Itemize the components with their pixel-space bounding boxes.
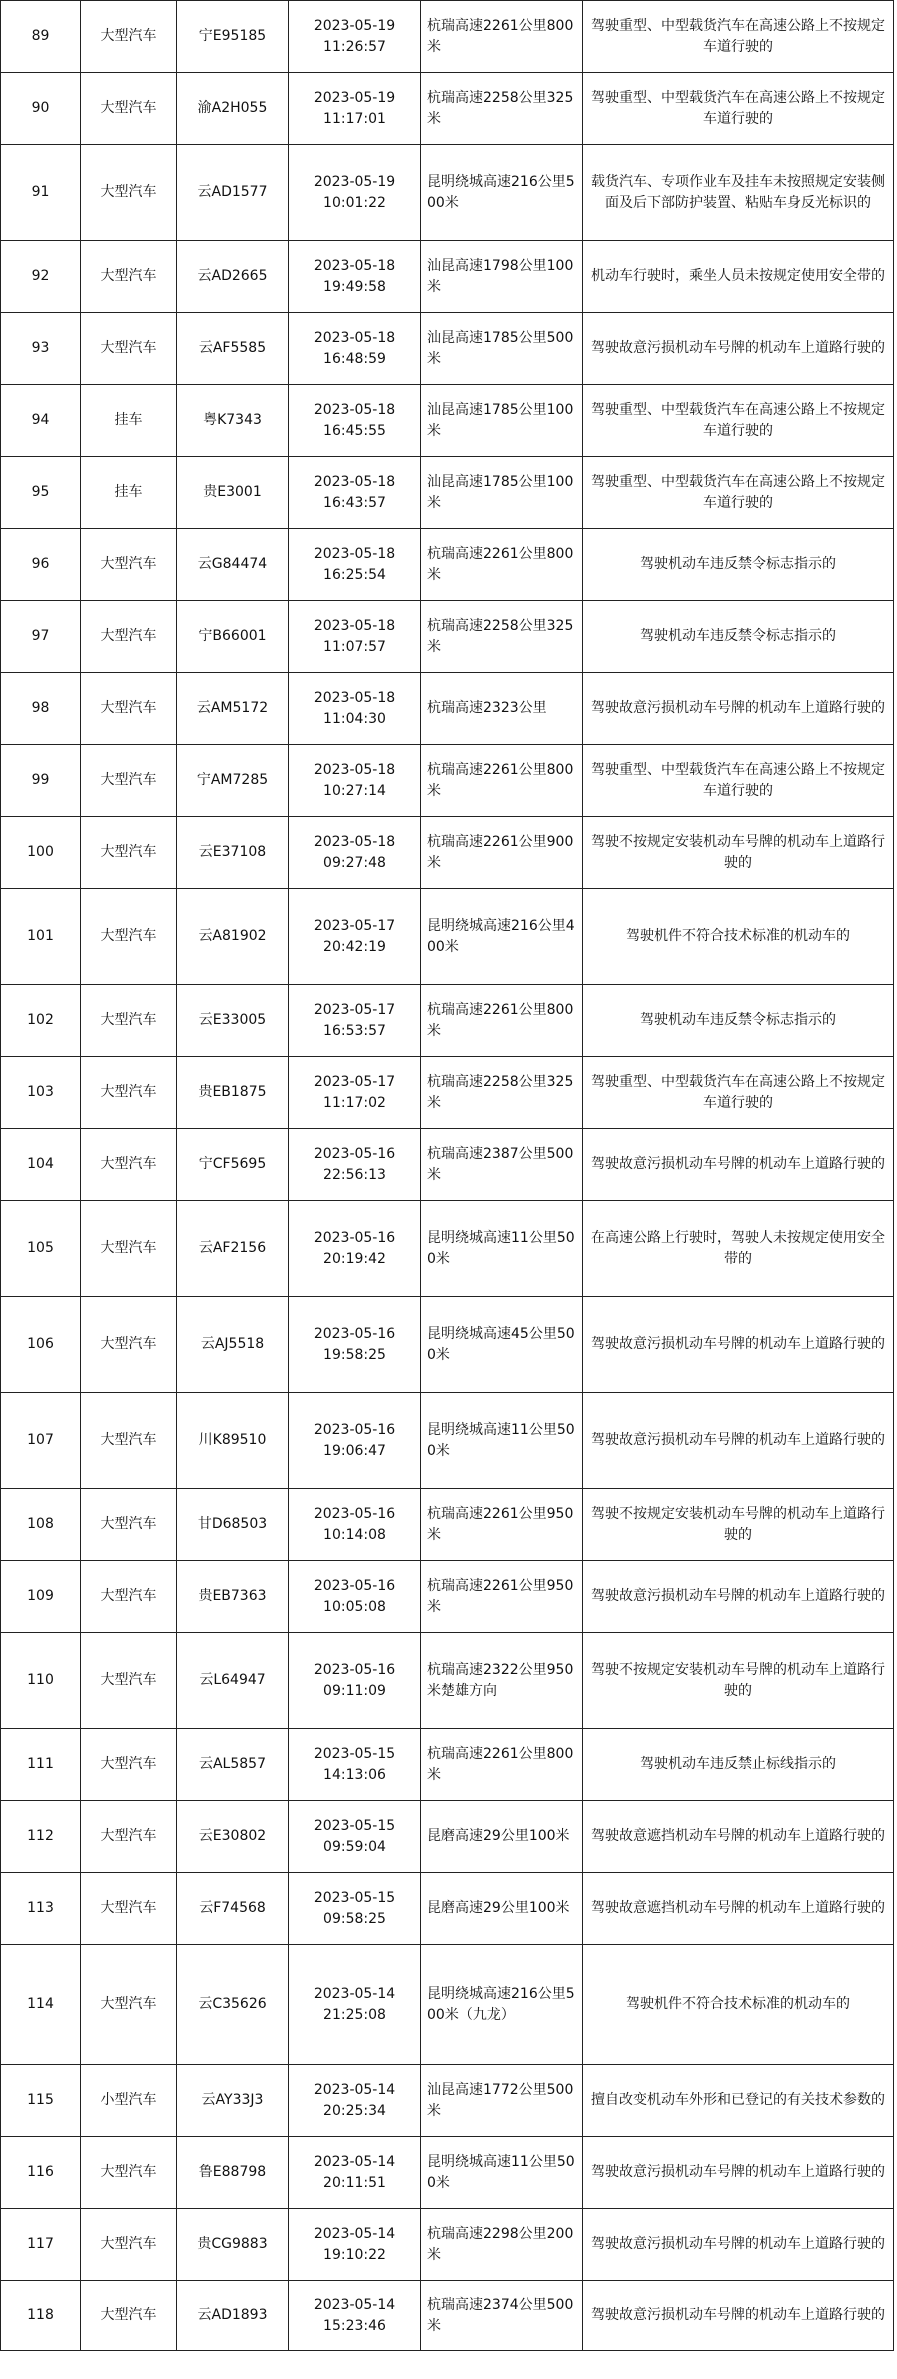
- plate-number: 云AF2156: [177, 1201, 289, 1297]
- plate-number: 云AJ5518: [177, 1297, 289, 1393]
- violation-date: 2023-05-18: [313, 762, 396, 779]
- vehicle-type: 大型汽车: [81, 1297, 177, 1393]
- violation-location: 杭瑞高速2261公里900米: [421, 817, 583, 889]
- violation-date: 2023-05-17: [313, 1002, 396, 1019]
- table-row: [1, 145, 894, 241]
- violation-datetime: [289, 529, 421, 601]
- plate-number: 云AY33J3: [177, 2065, 289, 2137]
- violation-time: 10:05:08: [323, 1598, 386, 1615]
- violation-date: 2023-05-18: [313, 402, 396, 419]
- violation-location: 昆明绕城高速216公里400米: [421, 889, 583, 985]
- vehicle-type: 大型汽车: [81, 889, 177, 985]
- table-row: [1, 985, 894, 1057]
- violation-date: 2023-05-16: [313, 1422, 396, 1439]
- row-number: 100: [1, 817, 81, 889]
- violation-time: 09:58:25: [323, 1910, 386, 1927]
- vehicle-type: 大型汽车: [81, 241, 177, 313]
- plate-number: 宁CF5695: [177, 1129, 289, 1201]
- violation-description: 机动车行驶时，乘坐人员未按规定使用安全带的: [583, 241, 894, 313]
- violation-date: 2023-05-18: [313, 258, 396, 275]
- violation-date: 2023-05-18: [313, 546, 396, 563]
- row-number: 95: [1, 457, 81, 529]
- violation-time: 09:11:09: [323, 1682, 386, 1699]
- violation-location: 杭瑞高速2323公里: [421, 673, 583, 745]
- violation-date: 2023-05-17: [313, 1074, 396, 1091]
- row-number: 105: [1, 1201, 81, 1297]
- row-number: 117: [1, 2209, 81, 2281]
- violation-time: 09:59:04: [323, 1838, 386, 1855]
- row-number: 104: [1, 1129, 81, 1201]
- violation-location: 昆明绕城高速45公里500米: [421, 1297, 583, 1393]
- violation-date: 2023-05-14: [313, 2226, 396, 2243]
- violation-location: 杭瑞高速2298公里200米: [421, 2209, 583, 2281]
- vehicle-type: 大型汽车: [81, 529, 177, 601]
- row-number: 110: [1, 1633, 81, 1729]
- violation-time: 15:23:46: [323, 2317, 386, 2334]
- violation-datetime: [289, 1801, 421, 1873]
- table-row: [1, 1297, 894, 1393]
- violation-date: 2023-05-18: [313, 474, 396, 491]
- table-row: [1, 745, 894, 817]
- violation-location: 杭瑞高速2374公里500米: [421, 2281, 583, 2351]
- violation-description: 驾驶机动车违反禁令标志指示的: [583, 529, 894, 601]
- violation-location: 昆明绕城高速11公里500米: [421, 1393, 583, 1489]
- violation-time: 21:25:08: [323, 2006, 386, 2023]
- violation-time: 19:06:47: [323, 1442, 386, 1459]
- violation-date: 2023-05-16: [313, 1578, 396, 1595]
- plate-number: 贵EB7363: [177, 1561, 289, 1633]
- violation-location: 昆明绕城高速11公里500米: [421, 2137, 583, 2209]
- violation-date: 2023-05-18: [313, 834, 396, 851]
- violation-time: 16:25:54: [323, 566, 386, 583]
- violation-location: 汕昆高速1785公里100米: [421, 385, 583, 457]
- violation-date: 2023-05-14: [313, 2297, 396, 2314]
- table-row: [1, 2065, 894, 2137]
- plate-number: 川K89510: [177, 1393, 289, 1489]
- violation-description: 驾驶不按规定安装机动车号牌的机动车上道路行驶的: [583, 1489, 894, 1561]
- plate-number: 云F74568: [177, 1873, 289, 1945]
- violation-date: 2023-05-14: [313, 2082, 396, 2099]
- violation-description: 驾驶不按规定安装机动车号牌的机动车上道路行驶的: [583, 1633, 894, 1729]
- row-number: 97: [1, 601, 81, 673]
- plate-number: 渝A2H055: [177, 73, 289, 145]
- violation-description: 驾驶重型、中型载货汽车在高速公路上不按规定车道行驶的: [583, 745, 894, 817]
- vehicle-type: 小型汽车: [81, 2065, 177, 2137]
- vehicle-type: 大型汽车: [81, 601, 177, 673]
- row-number: 93: [1, 313, 81, 385]
- violation-time: 19:10:22: [323, 2246, 386, 2263]
- plate-number: 云AL5857: [177, 1729, 289, 1801]
- violation-date: 2023-05-15: [313, 1818, 396, 1835]
- plate-number: 云L64947: [177, 1633, 289, 1729]
- table-row: [1, 1393, 894, 1489]
- plate-number: 云AD1893: [177, 2281, 289, 2351]
- violation-time: 14:13:06: [323, 1766, 386, 1783]
- table-row: [1, 889, 894, 985]
- violation-datetime: [289, 1633, 421, 1729]
- violation-location: 杭瑞高速2261公里800米: [421, 1729, 583, 1801]
- row-number: 118: [1, 2281, 81, 2351]
- row-number: 108: [1, 1489, 81, 1561]
- violation-description: 驾驶故意污损机动车号牌的机动车上道路行驶的: [583, 313, 894, 385]
- violation-description: 驾驶故意污损机动车号牌的机动车上道路行驶的: [583, 1393, 894, 1489]
- plate-number: 云AF5585: [177, 313, 289, 385]
- row-number: 106: [1, 1297, 81, 1393]
- table-row: [1, 601, 894, 673]
- violation-date: 2023-05-14: [313, 1986, 396, 2003]
- violation-description: 驾驶重型、中型载货汽车在高速公路上不按规定车道行驶的: [583, 1, 894, 73]
- violation-location: 杭瑞高速2261公里800米: [421, 745, 583, 817]
- vehicle-type: 大型汽车: [81, 313, 177, 385]
- table-row: [1, 1201, 894, 1297]
- violation-datetime: [289, 1393, 421, 1489]
- violation-location: 杭瑞高速2261公里800米: [421, 1, 583, 73]
- violation-time: 22:56:13: [323, 1166, 386, 1183]
- plate-number: 云E30802: [177, 1801, 289, 1873]
- violation-description: 驾驶故意污损机动车号牌的机动车上道路行驶的: [583, 1129, 894, 1201]
- table-row: [1, 2281, 894, 2351]
- violation-datetime: [289, 1297, 421, 1393]
- row-number: 107: [1, 1393, 81, 1489]
- vehicle-type: 大型汽车: [81, 1729, 177, 1801]
- violation-time: 10:27:14: [323, 782, 386, 799]
- vehicle-type: 大型汽车: [81, 1561, 177, 1633]
- vehicle-type: 大型汽车: [81, 1489, 177, 1561]
- plate-number: 粤K7343: [177, 385, 289, 457]
- violation-date: 2023-05-16: [313, 1506, 396, 1523]
- violation-time: 11:17:01: [323, 110, 386, 127]
- violation-datetime: [289, 1, 421, 73]
- row-number: 111: [1, 1729, 81, 1801]
- violation-date: 2023-05-16: [313, 1326, 396, 1343]
- plate-number: 甘D68503: [177, 1489, 289, 1561]
- violation-datetime: [289, 1129, 421, 1201]
- plate-number: 云G84474: [177, 529, 289, 601]
- violation-time: 09:27:48: [323, 854, 386, 871]
- violation-date: 2023-05-15: [313, 1890, 396, 1907]
- violation-datetime: [289, 1201, 421, 1297]
- violation-location: 汕昆高速1785公里500米: [421, 313, 583, 385]
- table-row: [1, 385, 894, 457]
- violation-time: 11:26:57: [323, 38, 386, 55]
- violation-location: 杭瑞高速2261公里800米: [421, 529, 583, 601]
- violation-location: 汕昆高速1772公里500米: [421, 2065, 583, 2137]
- violation-datetime: [289, 601, 421, 673]
- plate-number: 宁E95185: [177, 1, 289, 73]
- violation-datetime: [289, 145, 421, 241]
- violation-time: 16:45:55: [323, 422, 386, 439]
- violation-date: 2023-05-15: [313, 1746, 396, 1763]
- violation-date: 2023-05-16: [313, 1230, 396, 1247]
- row-number: 94: [1, 385, 81, 457]
- violation-description: 驾驶机动车违反禁令标志指示的: [583, 985, 894, 1057]
- violation-description: 驾驶重型、中型载货汽车在高速公路上不按规定车道行驶的: [583, 1057, 894, 1129]
- table-row: [1, 1633, 894, 1729]
- violation-description: 擅自改变机动车外形和已登记的有关技术参数的: [583, 2065, 894, 2137]
- plate-number: 云C35626: [177, 1945, 289, 2065]
- vehicle-type: 大型汽车: [81, 1201, 177, 1297]
- vehicle-type: 挂车: [81, 385, 177, 457]
- violation-location: 杭瑞高速2258公里325米: [421, 1057, 583, 1129]
- violation-location: 杭瑞高速2261公里800米: [421, 985, 583, 1057]
- violation-datetime: [289, 457, 421, 529]
- violation-description: 驾驶机件不符合技术标准的机动车的: [583, 889, 894, 985]
- violation-description: 驾驶机动车违反禁止标线指示的: [583, 1729, 894, 1801]
- plate-number: 鲁E88798: [177, 2137, 289, 2209]
- plate-number: 贵EB1875: [177, 1057, 289, 1129]
- row-number: 101: [1, 889, 81, 985]
- violation-description: 驾驶重型、中型载货汽车在高速公路上不按规定车道行驶的: [583, 73, 894, 145]
- violation-datetime: [289, 673, 421, 745]
- table-row: [1, 1801, 894, 1873]
- table-row: [1, 2137, 894, 2209]
- violation-time: 16:53:57: [323, 1022, 386, 1039]
- violation-datetime: [289, 889, 421, 985]
- table-row: [1, 1873, 894, 1945]
- violation-time: 20:19:42: [323, 1250, 386, 1267]
- violation-description: 驾驶故意污损机动车号牌的机动车上道路行驶的: [583, 673, 894, 745]
- violation-time: 16:43:57: [323, 494, 386, 511]
- violation-description: 驾驶不按规定安装机动车号牌的机动车上道路行驶的: [583, 817, 894, 889]
- violation-location: 杭瑞高速2258公里325米: [421, 601, 583, 673]
- violation-date: 2023-05-18: [313, 690, 396, 707]
- table-row: [1, 457, 894, 529]
- violation-location: 昆明绕城高速216公里500米: [421, 145, 583, 241]
- plate-number: 云AD2665: [177, 241, 289, 313]
- violation-date: 2023-05-18: [313, 330, 396, 347]
- violation-datetime: [289, 2065, 421, 2137]
- violation-location: 昆明绕城高速11公里500米: [421, 1201, 583, 1297]
- row-number: 98: [1, 673, 81, 745]
- plate-number: 宁B66001: [177, 601, 289, 673]
- vehicle-type: 大型汽车: [81, 2209, 177, 2281]
- row-number: 92: [1, 241, 81, 313]
- violation-datetime: [289, 73, 421, 145]
- table-row: [1, 313, 894, 385]
- violation-datetime: [289, 745, 421, 817]
- violation-datetime: [289, 817, 421, 889]
- violation-date: 2023-05-16: [313, 1662, 396, 1679]
- violation-time: 19:49:58: [323, 278, 386, 295]
- table-row: [1, 1489, 894, 1561]
- row-number: 91: [1, 145, 81, 241]
- violation-description: 驾驶故意污损机动车号牌的机动车上道路行驶的: [583, 2137, 894, 2209]
- vehicle-type: 大型汽车: [81, 745, 177, 817]
- plate-number: 云AM5172: [177, 673, 289, 745]
- row-number: 113: [1, 1873, 81, 1945]
- violation-date: 2023-05-19: [313, 174, 396, 191]
- violation-time: 20:42:19: [323, 938, 386, 955]
- violation-date: 2023-05-14: [313, 2154, 396, 2171]
- violation-time: 19:58:25: [323, 1346, 386, 1363]
- violation-description: 驾驶故意污损机动车号牌的机动车上道路行驶的: [583, 2281, 894, 2351]
- plate-number: 云A81902: [177, 889, 289, 985]
- violation-location: 汕昆高速1798公里100米: [421, 241, 583, 313]
- vehicle-type: 大型汽车: [81, 1, 177, 73]
- violation-datetime: [289, 2209, 421, 2281]
- violation-date: 2023-05-16: [313, 1146, 396, 1163]
- plate-number: 宁AM7285: [177, 745, 289, 817]
- vehicle-type: 挂车: [81, 457, 177, 529]
- plate-number: 云E37108: [177, 817, 289, 889]
- violation-location: 杭瑞高速2387公里500米: [421, 1129, 583, 1201]
- violation-datetime: [289, 1873, 421, 1945]
- row-number: 90: [1, 73, 81, 145]
- vehicle-type: 大型汽车: [81, 1633, 177, 1729]
- vehicle-type: 大型汽车: [81, 1873, 177, 1945]
- violation-description: 驾驶故意遮挡机动车号牌的机动车上道路行驶的: [583, 1801, 894, 1873]
- violation-time: 11:07:57: [323, 638, 386, 655]
- violation-date: 2023-05-18: [313, 618, 396, 635]
- plate-number: 云E33005: [177, 985, 289, 1057]
- violation-datetime: [289, 1489, 421, 1561]
- violation-datetime: [289, 1729, 421, 1801]
- violation-datetime: [289, 1057, 421, 1129]
- violation-datetime: [289, 385, 421, 457]
- row-number: 109: [1, 1561, 81, 1633]
- violation-location: 昆磨高速29公里100米: [421, 1873, 583, 1945]
- violation-datetime: [289, 985, 421, 1057]
- violation-description: 在高速公路上行驶时，驾驶人未按规定使用安全带的: [583, 1201, 894, 1297]
- row-number: 102: [1, 985, 81, 1057]
- vehicle-type: 大型汽车: [81, 1393, 177, 1489]
- table-row: [1, 1, 894, 73]
- vehicle-type: 大型汽车: [81, 985, 177, 1057]
- violation-time: 11:04:30: [323, 710, 386, 727]
- row-number: 89: [1, 1, 81, 73]
- vehicle-type: 大型汽车: [81, 673, 177, 745]
- vehicle-type: 大型汽车: [81, 1129, 177, 1201]
- violation-datetime: [289, 1945, 421, 2065]
- table-row: [1, 1945, 894, 2065]
- violation-description: 载货汽车、专项作业车及挂车未按照规定安装侧面及后下部防护装置、粘贴车身反光标识的: [583, 145, 894, 241]
- violation-location: 昆明绕城高速216公里500米（九龙）: [421, 1945, 583, 2065]
- violation-datetime: [289, 313, 421, 385]
- table-row: [1, 529, 894, 601]
- violation-datetime: [289, 2281, 421, 2351]
- table-row: [1, 241, 894, 313]
- violation-description: 驾驶重型、中型载货汽车在高速公路上不按规定车道行驶的: [583, 457, 894, 529]
- violation-time: 20:11:51: [323, 2174, 386, 2191]
- row-number: 103: [1, 1057, 81, 1129]
- row-number: 99: [1, 745, 81, 817]
- violation-time: 11:17:02: [323, 1094, 386, 1111]
- row-number: 96: [1, 529, 81, 601]
- row-number: 114: [1, 1945, 81, 2065]
- violation-location: 杭瑞高速2322公里950米楚雄方向: [421, 1633, 583, 1729]
- table-row: [1, 1129, 894, 1201]
- vehicle-type: 大型汽车: [81, 145, 177, 241]
- violation-time: 10:01:22: [323, 194, 386, 211]
- violation-date: 2023-05-19: [313, 90, 396, 107]
- violation-location: 昆磨高速29公里100米: [421, 1801, 583, 1873]
- violation-description: 驾驶故意污损机动车号牌的机动车上道路行驶的: [583, 2209, 894, 2281]
- row-number: 112: [1, 1801, 81, 1873]
- row-number: 116: [1, 2137, 81, 2209]
- table-row: [1, 1729, 894, 1801]
- vehicle-type: 大型汽车: [81, 2137, 177, 2209]
- row-number: 115: [1, 2065, 81, 2137]
- vehicle-type: 大型汽车: [81, 2281, 177, 2351]
- table-row: [1, 673, 894, 745]
- violation-location: 汕昆高速1785公里100米: [421, 457, 583, 529]
- violation-description: 驾驶故意污损机动车号牌的机动车上道路行驶的: [583, 1561, 894, 1633]
- table-row: [1, 817, 894, 889]
- vehicle-type: 大型汽车: [81, 817, 177, 889]
- violation-location: 杭瑞高速2258公里325米: [421, 73, 583, 145]
- violation-time: 10:14:08: [323, 1526, 386, 1543]
- violation-time: 16:48:59: [323, 350, 386, 367]
- violation-location: 杭瑞高速2261公里950米: [421, 1489, 583, 1561]
- violation-datetime: [289, 2137, 421, 2209]
- plate-number: 云AD1577: [177, 145, 289, 241]
- table-row: [1, 1561, 894, 1633]
- table-row: [1, 73, 894, 145]
- vehicle-type: 大型汽车: [81, 1945, 177, 2065]
- table-row: [1, 2209, 894, 2281]
- violation-description: 驾驶故意污损机动车号牌的机动车上道路行驶的: [583, 1297, 894, 1393]
- vehicle-type: 大型汽车: [81, 1057, 177, 1129]
- violation-description: 驾驶机动车违反禁令标志指示的: [583, 601, 894, 673]
- plate-number: 贵CG9883: [177, 2209, 289, 2281]
- violation-datetime: [289, 241, 421, 313]
- violation-description: 驾驶重型、中型载货汽车在高速公路上不按规定车道行驶的: [583, 385, 894, 457]
- table-row: [1, 1057, 894, 1129]
- violation-date: 2023-05-17: [313, 918, 396, 935]
- violation-location: 杭瑞高速2261公里950米: [421, 1561, 583, 1633]
- vehicle-type: 大型汽车: [81, 73, 177, 145]
- violation-time: 20:25:34: [323, 2102, 386, 2119]
- vehicle-type: 大型汽车: [81, 1801, 177, 1873]
- violation-date: 2023-05-19: [313, 18, 396, 35]
- violation-description: 驾驶机件不符合技术标准的机动车的: [583, 1945, 894, 2065]
- plate-number: 贵E3001: [177, 457, 289, 529]
- violation-description: 驾驶故意遮挡机动车号牌的机动车上道路行驶的: [583, 1873, 894, 1945]
- violation-datetime: [289, 1561, 421, 1633]
